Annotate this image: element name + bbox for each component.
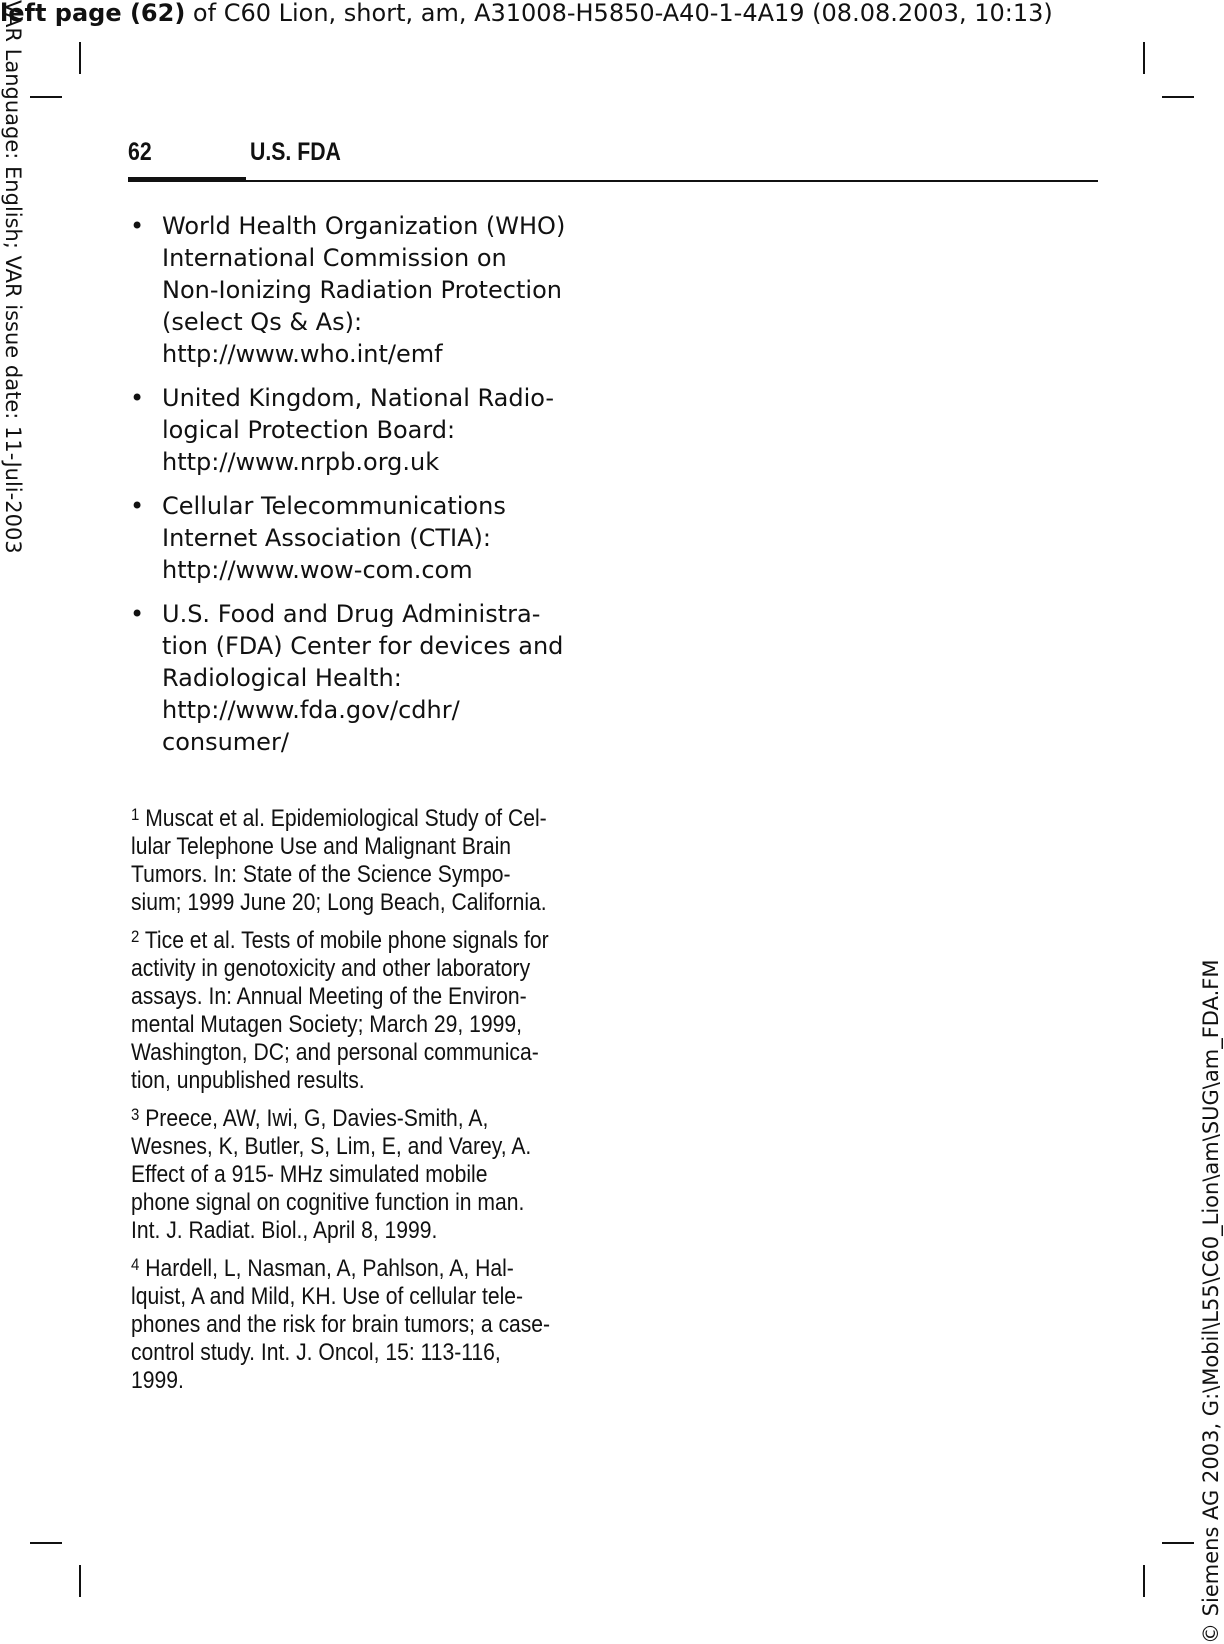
list-item-line: tion (FDA) Center for devices and xyxy=(162,632,564,660)
list-item xyxy=(130,598,600,758)
print-header xyxy=(0,0,1224,26)
page-header xyxy=(128,130,1098,182)
footnote-line: Washington, DC; and personal communica- xyxy=(131,1039,539,1066)
footnote-number: 3 xyxy=(131,1105,140,1124)
footnote-line: activity in genotoxicity and other laboratory xyxy=(131,955,531,982)
print-header-rest: of C60 Lion, short, am, A31008-H5850-A40-1-4A19 (08.08.2003, 10:13) xyxy=(185,0,1053,27)
footnote-number: 2 xyxy=(131,927,140,946)
page-title: U.S. FDA xyxy=(250,138,341,166)
list-item-line: http://www.wow-com.com xyxy=(162,556,473,584)
list-item-line: consumer/ xyxy=(162,728,289,756)
footnote-line: mental Mutagen Society; March 29, 1999, xyxy=(131,1011,522,1038)
footnote xyxy=(131,927,601,1095)
footnote xyxy=(131,805,601,917)
footnote-line: lular Telephone Use and Malignant Brain xyxy=(131,833,512,860)
footnote-text: Tice et al. Tests of mobile phone signals for xyxy=(144,927,549,954)
footnote-line: tion, unpublished results. xyxy=(131,1067,365,1094)
page-number: 62 xyxy=(128,138,152,166)
header-rule xyxy=(128,180,1098,182)
list-item-line: United Kingdom, National Radio- xyxy=(162,384,555,412)
bullet-icon: • xyxy=(130,384,145,412)
header-rule-accent xyxy=(128,177,246,182)
resource-list xyxy=(130,210,600,770)
side-label-left: VAR Language: English; VAR issue date: 11-Juli-2003 xyxy=(1,0,25,554)
crop-mark xyxy=(1162,1542,1194,1544)
crop-mark xyxy=(79,42,81,74)
crop-mark xyxy=(1143,1565,1145,1597)
list-item-line: logical Protection Board: xyxy=(162,416,456,444)
footnote-line: lquist, A and Mild, KH. Use of cellular tele- xyxy=(131,1283,524,1310)
footnote-text: Muscat et al. Epidemiological Study of Cel- xyxy=(145,805,547,832)
footnote-first-line xyxy=(131,927,549,955)
crop-mark xyxy=(30,1542,62,1544)
list-item-line: http://www.nrpb.org.uk xyxy=(162,448,440,476)
list-item-line: U.S. Food and Drug Administra- xyxy=(162,600,541,628)
bullet-icon: • xyxy=(130,492,145,520)
crop-mark xyxy=(79,1565,81,1597)
list-item-line: World Health Organization (WHO) xyxy=(162,212,566,240)
footnotes xyxy=(131,805,601,1405)
list-item-line: (select Qs & As): xyxy=(162,308,363,336)
footnote xyxy=(131,1105,601,1245)
footnote-number: 1 xyxy=(131,805,140,824)
crop-mark xyxy=(30,96,62,98)
footnote-line: Effect of a 915- MHz simulated mobile xyxy=(131,1161,488,1188)
list-item-line: Non-Ionizing Radiation Protection xyxy=(162,276,562,304)
print-header-bold: left page (62) xyxy=(0,0,186,27)
footnote-line: assays. In: Annual Meeting of the Environ- xyxy=(131,983,527,1010)
footnote-line: phone signal on cognitive function in man. xyxy=(131,1189,525,1216)
footnote-line: Tumors. In: State of the Science Sympo- xyxy=(131,861,511,888)
footnote-line: Wesnes, K, Butler, S, Lim, E, and Varey, A. xyxy=(131,1133,532,1160)
bullet-icon: • xyxy=(130,600,145,628)
crop-mark xyxy=(1162,96,1194,98)
footnote-line: Int. J. Radiat. Biol., April 8, 1999. xyxy=(131,1217,438,1244)
list-item-line: Cellular Telecommunications xyxy=(162,492,506,520)
footnote-text: Preece, AW, Iwi, G, Davies-Smith, A, xyxy=(145,1105,489,1132)
footnote-line: 1999. xyxy=(131,1367,184,1394)
footnote-first-line xyxy=(131,805,545,833)
footnote-number: 4 xyxy=(131,1255,140,1274)
footnote-line: phones and the risk for brain tumors; a case- xyxy=(131,1311,551,1338)
bullet-icon: • xyxy=(130,212,145,240)
footnote-first-line xyxy=(131,1105,545,1133)
side-label-right: © Siemens AG 2003, G:\Mobil\L55\C60_Lion\am\SUG\am_FDA.FM xyxy=(1199,959,1223,1644)
footnote-line: sium; 1999 June 20; Long Beach, California. xyxy=(131,889,547,916)
list-item-line: International Commission on xyxy=(162,244,507,272)
footnote-first-line xyxy=(131,1255,545,1283)
footnote-text: Hardell, L, Nasman, A, Pahlson, A, Hal- xyxy=(145,1255,514,1282)
footnote-line: control study. Int. J. Oncol, 15: 113-116, xyxy=(131,1339,501,1366)
list-item xyxy=(130,210,600,370)
list-item xyxy=(130,382,600,478)
list-item xyxy=(130,490,600,586)
list-item-line: http://www.fda.gov/cdhr/ xyxy=(162,696,460,724)
crop-mark xyxy=(1143,42,1145,74)
list-item-line: http://www.who.int/emf xyxy=(162,340,443,368)
list-item-line: Radiological Health: xyxy=(162,664,402,692)
list-item-line: Internet Association (CTIA): xyxy=(162,524,491,552)
footnote xyxy=(131,1255,601,1395)
